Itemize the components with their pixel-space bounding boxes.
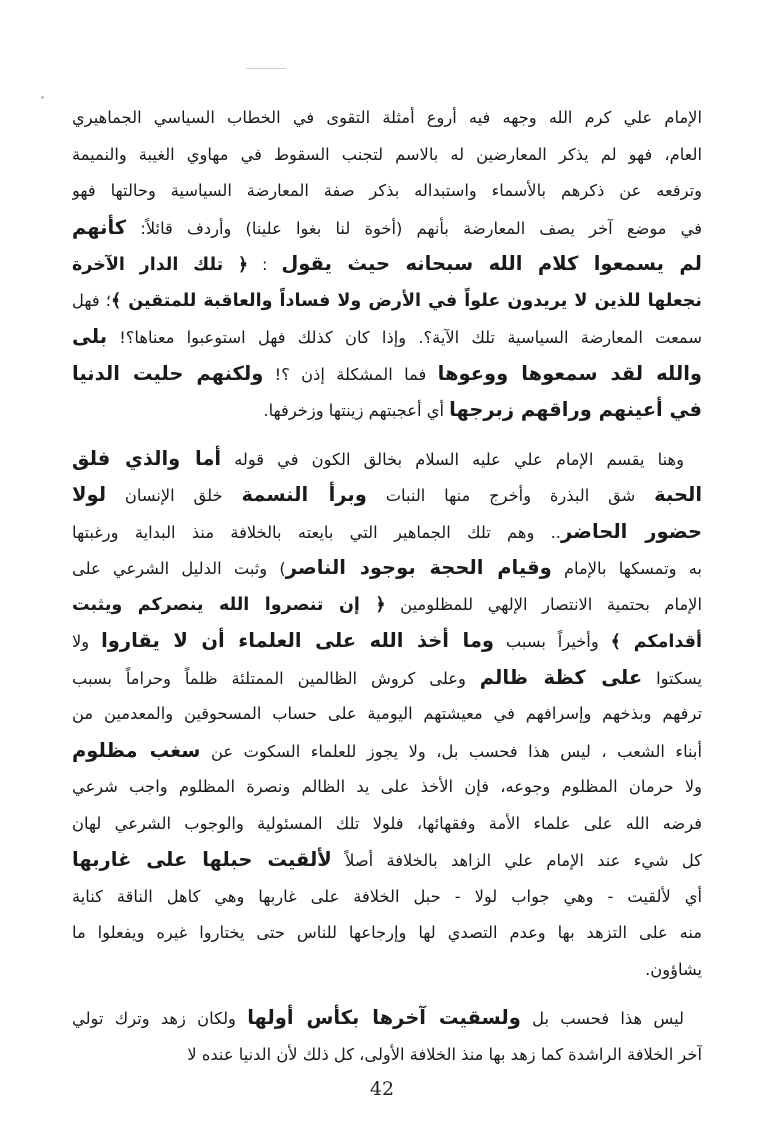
text-span: وعلى كروش الظالمين الممتلئة ظلماً وحراماً بسبب [72, 668, 480, 688]
text-span: ولا [72, 632, 102, 651]
text-line [72, 733, 702, 770]
text-span: ) وثبت الدليل الشرعي على [72, 559, 286, 578]
text-line [72, 441, 702, 478]
text-span: خلق الإنسان [106, 486, 242, 505]
text-line [72, 137, 702, 174]
paragraph-gap [72, 429, 702, 441]
text-line [72, 246, 702, 283]
text-span: آخر الخلافة الراشدة كما زهد بها منذ الخلافة الأولى، كل ذلك لأن الدنيا عنده لا [187, 1044, 702, 1064]
quran-quote: ﴿ إن تنصروا الله ينصركم ويثبت [72, 594, 386, 615]
text-line [72, 587, 702, 624]
emphasis-text: والله لقد سمعوها ووعوها [437, 361, 702, 385]
paragraph [72, 441, 702, 989]
emphasis-text: الحبة [654, 483, 702, 506]
text-span: وترفعه عن ذكرهم بالأسماء واستبداله بذكر صفة المعارضة السياسية وحالتها فهو [72, 181, 702, 200]
text-span: أي أعجبتهم زينتها وزخرفها. [263, 401, 450, 420]
text-line [72, 915, 702, 952]
paragraph [72, 1000, 702, 1073]
text-span: العام، فهو لم يذكر المعارضين له بالاسم لتجنب السقوط في مهاوي الغيبة والنميمة [72, 144, 702, 164]
text-line [72, 952, 702, 989]
text-line [72, 283, 702, 320]
header-rule [246, 68, 286, 69]
text-line [72, 319, 702, 356]
emphasis-text: لولا [72, 483, 107, 506]
text-span: أبناء الشعب ، ليس هذا فحسب بل، ولا يجوز للعلماء السكوت عن [200, 741, 702, 761]
text-line [72, 173, 702, 210]
text-line [72, 842, 702, 879]
emphasis-text: أما والذي فلق [72, 446, 222, 470]
text-span: ترفهم وبذخهم وإسرافهم في معيشتهم اليومية على حساب المسحوقين والمعدمين من [72, 704, 702, 723]
text-span: ليس هذا فحسب بل [520, 1009, 684, 1028]
emphasis-text: كأنهم [72, 215, 127, 239]
text-span: ؛ فهل [72, 290, 111, 310]
emphasis-text: حضور الحاضر [561, 519, 702, 543]
text-span: به وتمسكها بالإمام [551, 559, 702, 578]
text-span: يشاؤون. [645, 959, 702, 979]
text-span: فرضه الله على علماء الأمة وفقهائها، فلولا تلك المسئولية والوجوب الشرعي لهان [72, 813, 702, 833]
emphasis-text: سغب مظلوم [72, 738, 201, 762]
text-span: الإمام علي كرم الله وجهه فيه أروع أمثلة التقوى في الخطاب السياسي الجماهيري [72, 108, 702, 127]
text-line [72, 550, 702, 587]
text-span: كل شيء عند الإمام علي الزاهد بالخلافة أصلاً [331, 851, 702, 870]
text-line [72, 769, 702, 806]
text-line [72, 696, 702, 733]
body-text [72, 100, 702, 1073]
text-line [72, 623, 702, 660]
paragraph [72, 100, 702, 429]
text-span: شق البذرة وأخرج منها النبات [366, 486, 655, 505]
text-line [72, 1000, 702, 1037]
text-line [72, 1037, 702, 1074]
text-line [72, 660, 702, 697]
quran-quote: أقدامكم ﴾ [610, 632, 702, 652]
text-line [72, 514, 702, 551]
text-span: منه على التزهد بها وعدم التصدي لها وإرجاعها للناس حتى يختاروا غيره ويفعلوا ما [72, 923, 702, 942]
text-span: يسكتوا [642, 668, 702, 688]
text-line [72, 806, 702, 843]
emphasis-text: ولسقيت آخرها بكأس أولها [247, 1006, 521, 1029]
text-span: ولكان زهد وترك تولي [72, 1009, 248, 1028]
emphasis-text: وما أخذ الله على العلماء أن لا يقاروا [101, 629, 495, 652]
text-span: فما المشكلة إذن ؟! [263, 364, 438, 384]
text-line [72, 392, 702, 429]
emphasis-text: لم يسمعوا كلام الله سبحانه حيث يقول [281, 252, 702, 275]
text-line [72, 210, 702, 247]
emphasis-text: ولكنهم حليت الدنيا [72, 361, 264, 385]
paragraph-gap [72, 988, 702, 1000]
emphasis-text: في أعينهم وراقهم زبرجها [449, 398, 702, 421]
quran-quote: ﴿ تلك الدار الآخرة [72, 255, 249, 275]
text-line [72, 879, 702, 916]
text-line [72, 477, 702, 514]
text-span: : [248, 255, 282, 274]
text-span: في موضع آخر يصف المعارضة بأنهم (أخوة لنا بغوا علينا) وأردف قائلاً: [126, 218, 702, 238]
emphasis-text: وبرأ النسمة [241, 483, 367, 506]
text-span: وهنا يقسم الإمام علي عليه السلام بخالق الكون في قوله [221, 449, 684, 469]
text-span: .. وهم تلك الجماهير التي بايعته بالخلافة منذ البداية ورغبتها [72, 522, 561, 542]
emphasis-text: لألقيت حبلها على غاربها [72, 848, 332, 871]
text-span: أي لألقيت - وهي جواب لولا - حبل الخلافة على غاربها وهي كاهل الناقة كناية [72, 886, 702, 906]
page-number: 42 [369, 1078, 395, 1100]
emphasis-text: على كظة ظالم [479, 665, 643, 689]
quran-quote: نجعلها للذين لا يريدون علواً في الأرض ولا فساداً والعاقبة للمتقين ﴾ [110, 290, 702, 311]
text-span: سمعت المعارضة السياسية تلك الآية؟. وإذا كان كذلك فهل استوعبوا معناها؟! [107, 328, 702, 347]
text-span: الإمام بحتمية الانتصار الإلهي للمظلومين [385, 594, 702, 614]
text-span: ولا حرمان المظلوم وجوعه، فإن الأخذ على يد الظالم ونصرة المظلوم واجب شرعي [72, 777, 702, 796]
text-line [72, 356, 702, 393]
text-line [72, 100, 702, 137]
text-span: وأخيراً بسبب [494, 632, 611, 651]
emphasis-text: وقيام الحجة بوجود الناصر [285, 556, 552, 579]
margin-dot [41, 96, 44, 99]
emphasis-text: بلى [72, 325, 108, 348]
